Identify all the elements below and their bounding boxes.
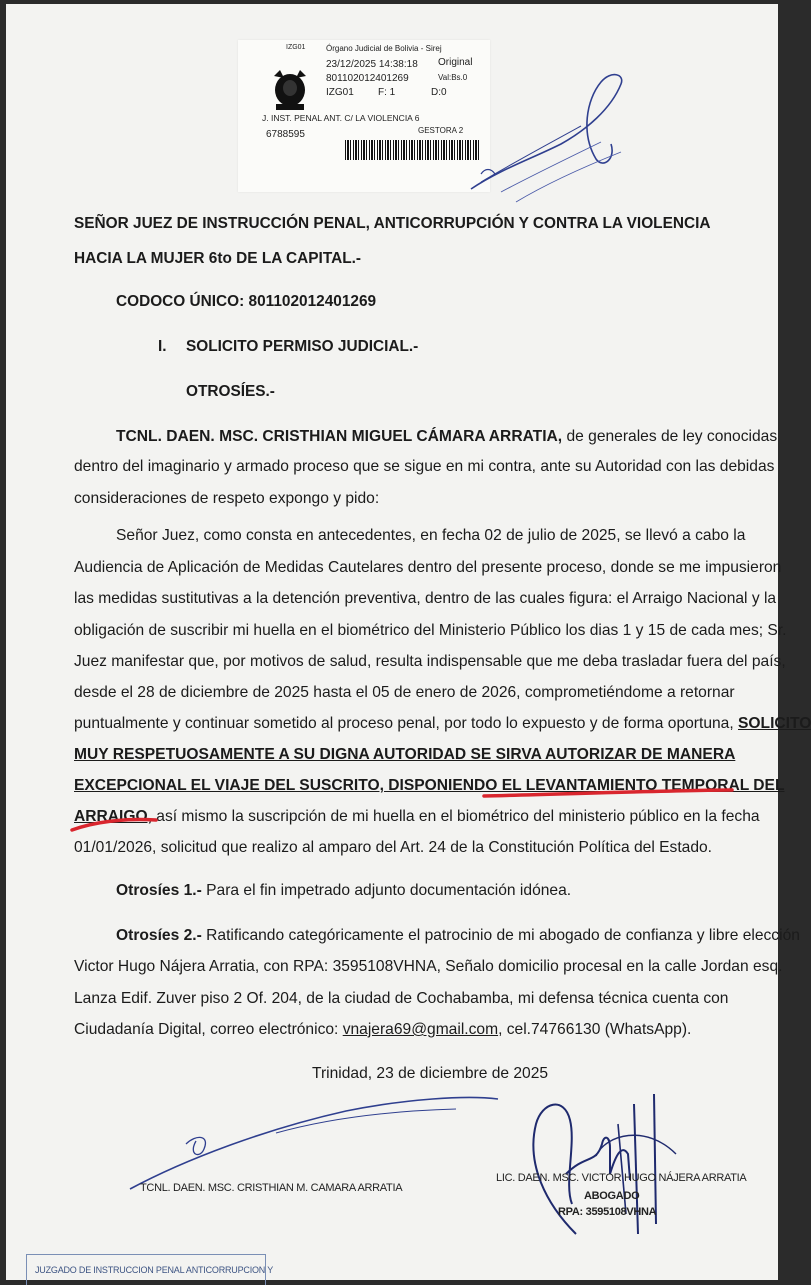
petitioner-signature-caption: TCNL. DAEN. MSC. CRISTHIAN M. CAMARA ARRATIA bbox=[140, 1182, 403, 1194]
lawyer-role: ABOGADO bbox=[584, 1190, 640, 1202]
stamp-datetime: 23/12/2025 14:38:18 bbox=[326, 59, 418, 70]
otrosi-2-text: Ratificando categóricamente el patrocinio de mi abogado de confianza y libre elección bbox=[201, 927, 800, 944]
item-number: I. bbox=[158, 338, 167, 355]
court-stamp-text: JUZGADO DE INSTRUCCION PENAL ANTICORRUPCION Y bbox=[35, 1265, 274, 1275]
otrosi-1 bbox=[116, 881, 571, 901]
otrosi-2-label: Otrosíes 2.- bbox=[116, 927, 202, 944]
otrosi-2-line-4-text: Ciudadanía Digital, correo electrónico: bbox=[74, 1021, 343, 1038]
petitioner-name: TCNL. DAEN. MSC. CRISTHIAN MIGUEL CÁMARA ARRATIA, bbox=[116, 428, 563, 445]
red-highlight-marks bbox=[6, 4, 787, 884]
request-start: SOLICITO bbox=[738, 715, 811, 732]
stamp-doc: D:0 bbox=[431, 87, 447, 98]
otrosi-2-line-3: Lanza Edif. Zuver piso 2 Of. 204, de la ciudad de Cochabamba, mi defensa técnica cuenta con bbox=[74, 990, 729, 1007]
request-end: ARRAIGO, bbox=[74, 808, 152, 825]
otrosi-2-line-4 bbox=[74, 1020, 691, 1040]
lawyer-name: LIC. DAEN. MSC. VICTOR HUGO NÁJERA ARRATIA bbox=[496, 1172, 747, 1184]
body-line-10-text: así mismo la suscripción de mi huella en el biométrico del ministerio público en la fecha bbox=[151, 808, 760, 825]
stamp-receipt: 6788595 bbox=[266, 129, 305, 140]
addressee-line-1: SEÑOR JUEZ DE INSTRUCCIÓN PENAL, ANTICORRUPCIÓN Y CONTRA LA VIOLENCIA bbox=[74, 215, 711, 232]
addressee-line-2: HACIA LA MUJER 6to DE LA CAPITAL.- bbox=[74, 250, 361, 267]
otrosi-2-line-2: Victor Hugo Nájera Arratia, con RPA: 3595108VHNA, Señalo domicilio procesal en la calle Jordan esq. bbox=[74, 958, 783, 975]
otrosi-2-phone: , cel.74766130 (WhatsApp). bbox=[498, 1021, 692, 1038]
stamp-court: J. INST. PENAL ANT. C/ LA VIOLENCIA 6 bbox=[262, 113, 420, 123]
intro-line-2: dentro del imaginario y armado proceso que se sigue en mi contra, ante su Autoridad con las debidas bbox=[74, 458, 775, 475]
otrosi-2-line-1 bbox=[116, 926, 800, 946]
stamp-copy: Original bbox=[438, 57, 473, 68]
otrosies-heading: OTROSÍES.- bbox=[186, 383, 275, 400]
body-line-3: las medidas sustitutivas a la detención preventiva, dentro de las cuales figura: el Arraigo Nacional y la bbox=[74, 590, 777, 607]
otrosi-1-text: Para el fin impetrado adjunto documentación idónea. bbox=[201, 882, 572, 899]
body-line-6: desde el 28 de diciembre de 2025 hasta el 05 de enero de 2026, comprometiéndome a retornar bbox=[74, 684, 735, 701]
court-stamp bbox=[26, 1254, 274, 1285]
document-page bbox=[6, 4, 811, 1280]
case-code: CODOCO ÚNICO: 801102012401269 bbox=[116, 293, 377, 310]
item-title: SOLICITO PERMISO JUDICIAL.- bbox=[186, 338, 419, 355]
request-line-2: EXCEPCIONAL EL VIAJE DEL SUSCRITO, DISPONIENDO EL LEVANTAMIENTO TEMPORAL DEL bbox=[74, 777, 785, 794]
intro-line-1-rest: de generales de ley conocidas bbox=[562, 428, 778, 445]
stamp-desk: GESTORA 2 bbox=[418, 126, 464, 135]
otrosi-1-label: Otrosíes 1.- bbox=[116, 882, 202, 899]
stamp-issuer: Órgano Judicial de Bolivia - Sirej bbox=[326, 44, 442, 53]
intro-line-3: consideraciones de respeto expongo y pido: bbox=[74, 490, 380, 507]
lawyer-signature bbox=[506, 1084, 706, 1244]
body-line-7-text: puntualmente y continuar sometido al proceso penal, por todo lo expuesto y de forma oportuna, bbox=[74, 715, 739, 732]
stamp-code: IZG01 bbox=[286, 44, 306, 51]
email-link[interactable]: vnajera69@gmail.com bbox=[342, 1021, 499, 1038]
body-line-5: Juez manifestar que, por motivos de salud, resulta indispensable que me deba trasladar fuera del país, bbox=[74, 653, 786, 670]
stamp-case-number: 801102012401269 bbox=[326, 73, 409, 84]
stamp-folio: F: 1 bbox=[378, 87, 396, 98]
stamp-office: IZG01 bbox=[326, 87, 354, 98]
lawyer-rpa: RPA: 3595108VHNA bbox=[558, 1206, 657, 1218]
place-date: Trinidad, 23 de diciembre de 2025 bbox=[312, 1065, 549, 1082]
body-line-4: obligación de suscribir mi huella en el biométrico del Ministerio Público los dias 1 y 15 de cada mes; Sr. bbox=[74, 622, 787, 639]
body-line-1: Señor Juez, como consta en antecedentes, en fecha 02 de julio de 2025, se llevó a cabo la bbox=[116, 527, 746, 544]
stamp-value: Val:Bs.0 bbox=[438, 73, 468, 82]
body-line-2: Audiencia de Aplicación de Medidas Cautelares dentro del presente proceso, donde se me impusieron bbox=[74, 559, 782, 576]
body-line-11: 01/01/2026, solicitud que realizo al amparo del Art. 24 de la Constitución Política del Estado. bbox=[74, 839, 713, 856]
request-line-1: MUY RESPETUOSAMENTE A SU DIGNA AUTORIDAD SE SIRVA AUTORIZAR DE MANERA bbox=[74, 746, 736, 763]
